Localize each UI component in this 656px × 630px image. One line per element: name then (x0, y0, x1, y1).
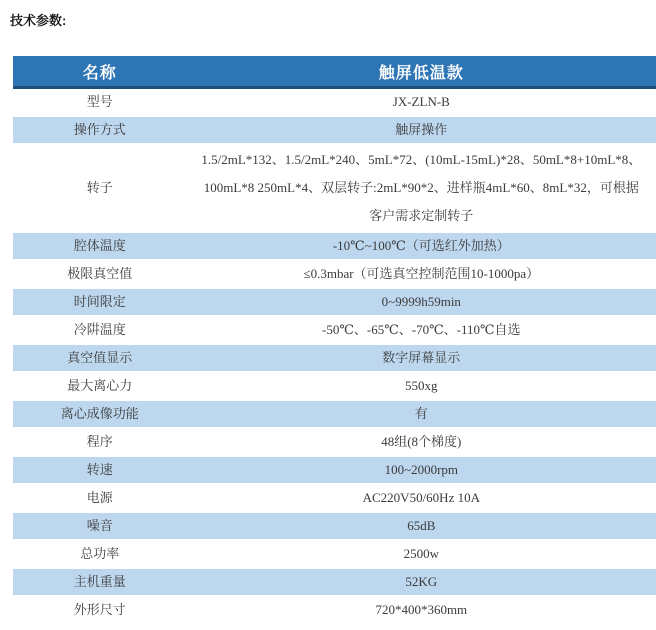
table-row-noise (13, 512, 656, 540)
spec-label-cell: 腔体温度 (13, 232, 187, 260)
spec-value-cell: -50℃、-65℃、-70℃、-110℃自选 (187, 316, 656, 344)
table-row-total-power (13, 540, 656, 568)
table-row-imaging (13, 400, 656, 428)
table-row-speed (13, 456, 656, 484)
spec-label-cell: 转子 (13, 144, 187, 232)
spec-label-cell: 冷阱温度 (13, 316, 187, 344)
spec-table (13, 56, 656, 625)
spec-value-cell: 100~2000rpm (187, 456, 656, 484)
spec-label-cell: 极限真空值 (13, 260, 187, 288)
spec-label-cell: 电源 (13, 484, 187, 512)
spec-value-cell: 65dB (187, 512, 656, 540)
table-row-max-force (13, 372, 656, 400)
spec-value-cell: 有 (187, 400, 656, 428)
spec-table-body (13, 88, 656, 625)
spec-table-header (13, 56, 656, 88)
spec-label-cell: 最大离心力 (13, 372, 187, 400)
spec-value-cell: 数字屏幕显示 (187, 344, 656, 372)
header-model-column: 触屏低温款 (187, 56, 656, 88)
spec-value-cell: 52KG (187, 568, 656, 596)
spec-label-cell: 离心成像功能 (13, 400, 187, 428)
table-row-dimensions (13, 596, 656, 624)
spec-value-cell: 48组(8个梯度) (187, 428, 656, 456)
spec-value-cell: 720*400*360mm (187, 596, 656, 624)
table-header-row (13, 56, 656, 88)
spec-label-cell: 噪音 (13, 512, 187, 540)
table-row-time-limit (13, 288, 656, 316)
table-row-ultimate-vacuum (13, 260, 656, 288)
spec-value-cell: 触屏操作 (187, 116, 656, 144)
spec-value-cell: AC220V50/60Hz 10A (187, 484, 656, 512)
table-row-weight (13, 568, 656, 596)
spec-label-cell: 转速 (13, 456, 187, 484)
table-row-power-supply (13, 484, 656, 512)
spec-label-cell: 型号 (13, 88, 187, 117)
spec-label-cell: 外形尺寸 (13, 596, 187, 624)
table-row-rotor (13, 144, 656, 232)
header-name-column: 名称 (13, 56, 187, 88)
spec-value-cell: 550xg (187, 372, 656, 400)
table-row-operation (13, 116, 656, 144)
table-row-chamber-temp (13, 232, 656, 260)
spec-label-cell: 真空值显示 (13, 344, 187, 372)
spec-label-cell: 总功率 (13, 540, 187, 568)
spec-value-cell: -10℃~100℃（可选红外加热） (187, 232, 656, 260)
table-row-cold-trap-temp (13, 316, 656, 344)
spec-label-cell: 主机重量 (13, 568, 187, 596)
table-row-programs (13, 428, 656, 456)
spec-label-cell: 程序 (13, 428, 187, 456)
spec-value-cell: 2500w (187, 540, 656, 568)
spec-value-cell: 1.5/2mL*132、1.5/2mL*240、5mL*72、(10mL-15mL)*28、50mL*8+10mL*8、100mL*8 250mL*4、双层转子:2mL*90*2、进样瓶4mL*60、8mL*32，可根据客户需求定制转子 (187, 144, 656, 232)
spec-value-cell: JX-ZLN-B (187, 88, 656, 117)
spec-label-cell: 时间限定 (13, 288, 187, 316)
page-title: 技术参数: (10, 13, 67, 28)
spec-value-cell: 0~9999h59min (187, 288, 656, 316)
spec-label-cell: 操作方式 (13, 116, 187, 144)
table-row-model (13, 88, 656, 117)
spec-value-cell: ≤0.3mbar（可选真空控制范围10-1000pa） (187, 260, 656, 288)
table-row-vacuum-display (13, 344, 656, 372)
